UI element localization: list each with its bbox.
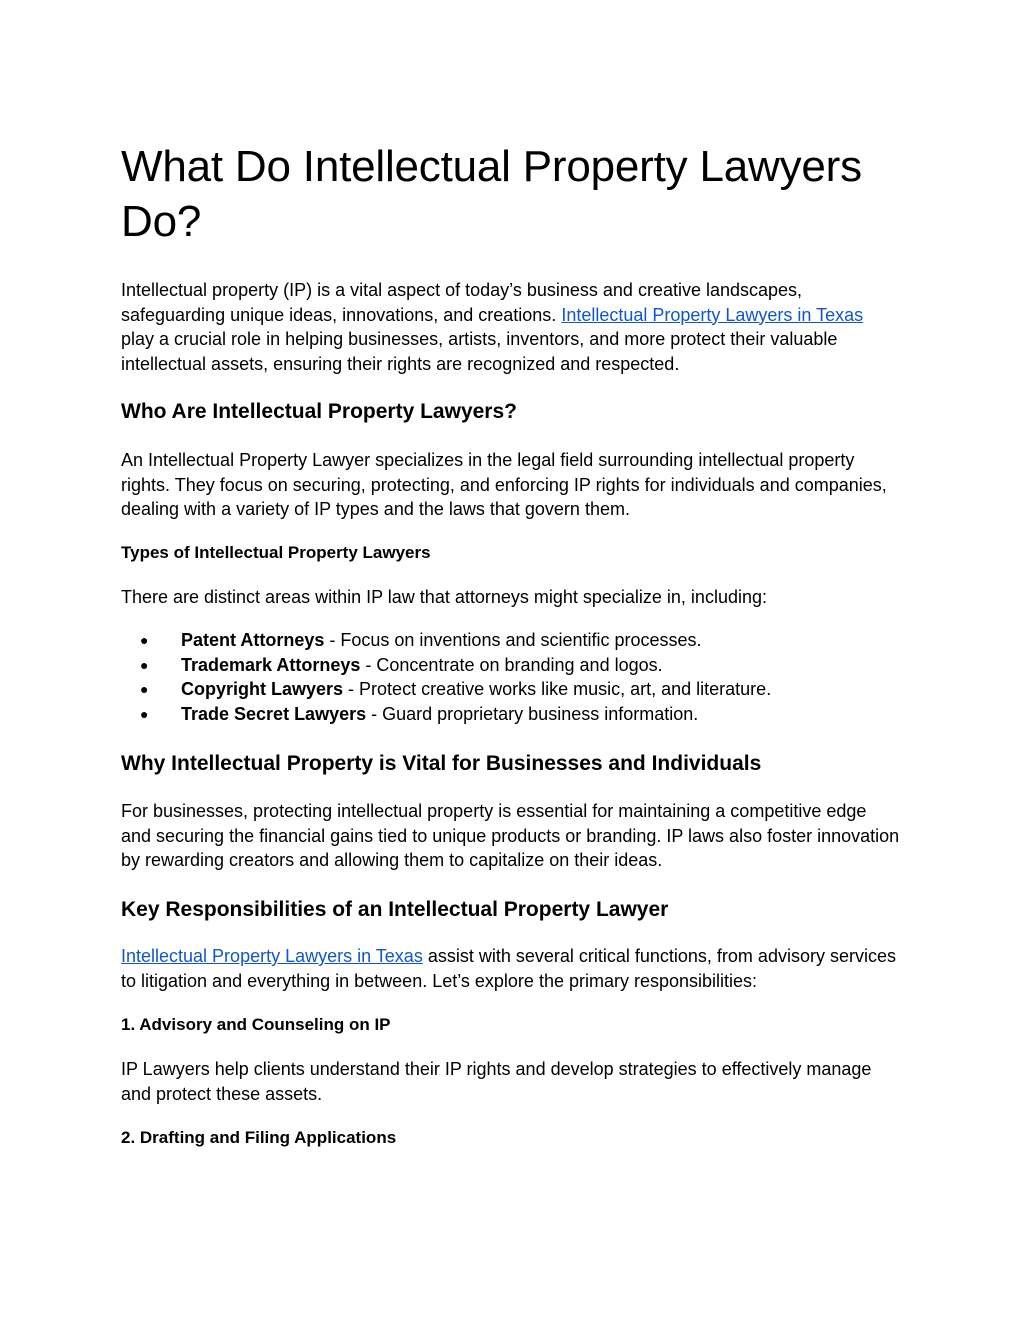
bullet-icon: ● bbox=[140, 632, 149, 648]
intro-text-after: play a crucial role in helping businesses, artists, inventors, and more protect their valuable intellectual assets, ensuring their rights are recognized and respected. bbox=[121, 329, 838, 374]
why-heading: Why Intellectual Property is Vital for Businesses and Individuals bbox=[121, 752, 762, 775]
list-item-term: Trade Secret Lawyers bbox=[181, 703, 367, 724]
list-item bbox=[121, 702, 901, 727]
key-text-after: assist with several critical functions, from advisory services to litigation and everything in between. Let’s explore the primary responsibilities: bbox=[121, 946, 896, 991]
texas-lawyers-link[interactable]: Intellectual Property Lawyers in Texas bbox=[561, 304, 864, 325]
who-paragraph: An Intellectual Property Lawyer specializes in the legal field surrounding intellectual property rights. They focus on securing, protecting, and enforcing IP rights for individuals and companies, dealing with a variety of IP types and the laws that govern them. bbox=[121, 450, 887, 519]
texas-lawyers-link-2[interactable]: Intellectual Property Lawyers in Texas bbox=[121, 946, 423, 966]
list-item-term: Copyright Lawyers bbox=[181, 679, 344, 699]
drafting-heading: 2. Drafting and Filing Applications bbox=[121, 1128, 397, 1147]
ip-lawyer-types-list bbox=[121, 628, 901, 726]
key-responsibilities-paragraph bbox=[121, 944, 901, 993]
intro-paragraph bbox=[121, 278, 901, 376]
list-item-term: Trademark Attorneys bbox=[181, 654, 361, 675]
types-heading: Types of Intellectual Property Lawyers bbox=[121, 543, 431, 562]
list-item-desc: - Concentrate on branding and logos. bbox=[360, 654, 663, 675]
list-item bbox=[121, 677, 901, 702]
page-title: What Do Intellectual Property Lawyers Do? bbox=[121, 142, 862, 246]
list-item-desc: - Guard proprietary business information. bbox=[366, 703, 699, 724]
list-item bbox=[121, 653, 901, 678]
key-responsibilities-heading: Key Responsibilities of an Intellectual Property Lawyer bbox=[121, 898, 669, 921]
advisory-paragraph: IP Lawyers help clients understand their IP rights and develop strategies to effectively manage and protect these assets. bbox=[121, 1059, 872, 1104]
advisory-heading: 1. Advisory and Counseling on IP bbox=[121, 1015, 391, 1034]
bullet-icon: ● bbox=[140, 681, 149, 697]
list-item bbox=[121, 628, 901, 653]
bullet-icon: ● bbox=[140, 705, 149, 722]
why-paragraph: For businesses, protecting intellectual property is essential for maintaining a competitive edge and securing the financial gains tied to unique products or branding. IP laws also foster innovation by rewarding creators and allowing them to capitalize on their ideas. bbox=[121, 801, 900, 870]
who-heading: Who Are Intellectual Property Lawyers? bbox=[121, 400, 517, 423]
list-item-desc: - Protect creative works like music, art, and literature. bbox=[343, 679, 772, 699]
intro-text-before: Intellectual property (IP) is a vital aspect of today’s business and creative landscapes, safeguarding unique ideas, innovations, and creations. bbox=[121, 280, 803, 325]
types-paragraph: There are distinct areas within IP law that attorneys might specialize in, including: bbox=[121, 587, 767, 607]
list-item-term: Patent Attorneys bbox=[181, 630, 325, 650]
bullet-icon: ● bbox=[140, 656, 149, 673]
list-item-desc: - Focus on inventions and scientific processes. bbox=[324, 630, 702, 650]
